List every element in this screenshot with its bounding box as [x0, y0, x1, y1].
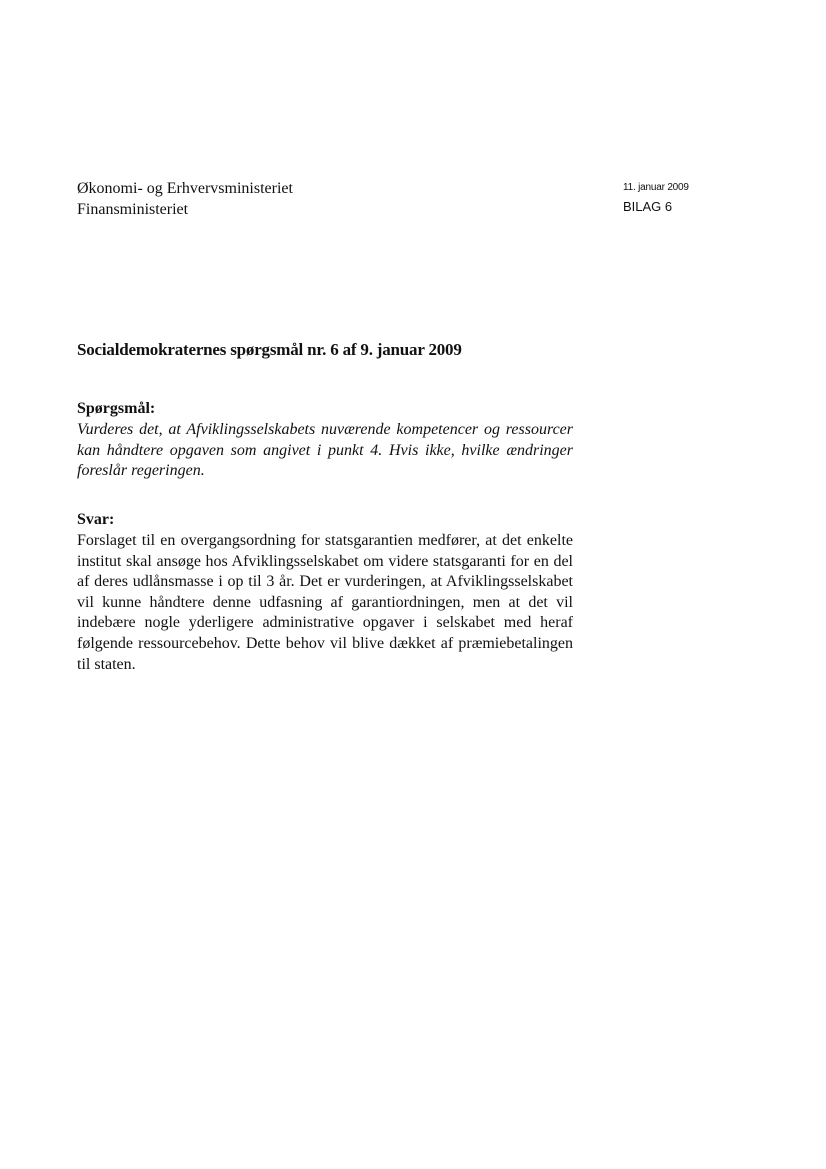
answer-section [77, 509, 573, 675]
document-date: 11. januar 2009 [623, 182, 689, 193]
question-heading: Spørgsmål: [77, 400, 156, 417]
sender-block [77, 178, 293, 220]
document-meta [623, 181, 689, 216]
department-name: Finansministeriet [77, 201, 189, 218]
answer-text: Forslaget til en overgangsordning for statsgarantien medfører, at det enkelte institut skal ansøge hos Afviklingsselskabet om videre statsgaranti for en del af deres udlånsmasse i op til 3 år. Det er vurderingen, at Afviklingsselskabet vil kunne håndtere denne udfasning af garantiordningen, men at det vil indebære nogle yderligere administrative opgaver i selskabet med heraf følgende ressourcebehov. Dette behov vil blive dækket af præmiebetalingen til staten. [77, 532, 573, 673]
attachment-label: BILAG 6 [623, 199, 673, 214]
question-text: Vurderes det, at Afviklingsselskabets nuværende kompetencer og ressourcer kan håndtere opgaven som angivet i punkt 4. Hvis ikke, hvilke ændringer foreslår regeringen. [77, 421, 573, 480]
ministry-name: Økonomi- og Erhvervsministeriet [77, 180, 293, 197]
answer-heading: Svar: [77, 511, 115, 528]
document-title: Socialdemokraternes spørgsmål nr. 6 af 9. januar 2009 [77, 340, 462, 359]
question-section [77, 398, 573, 482]
